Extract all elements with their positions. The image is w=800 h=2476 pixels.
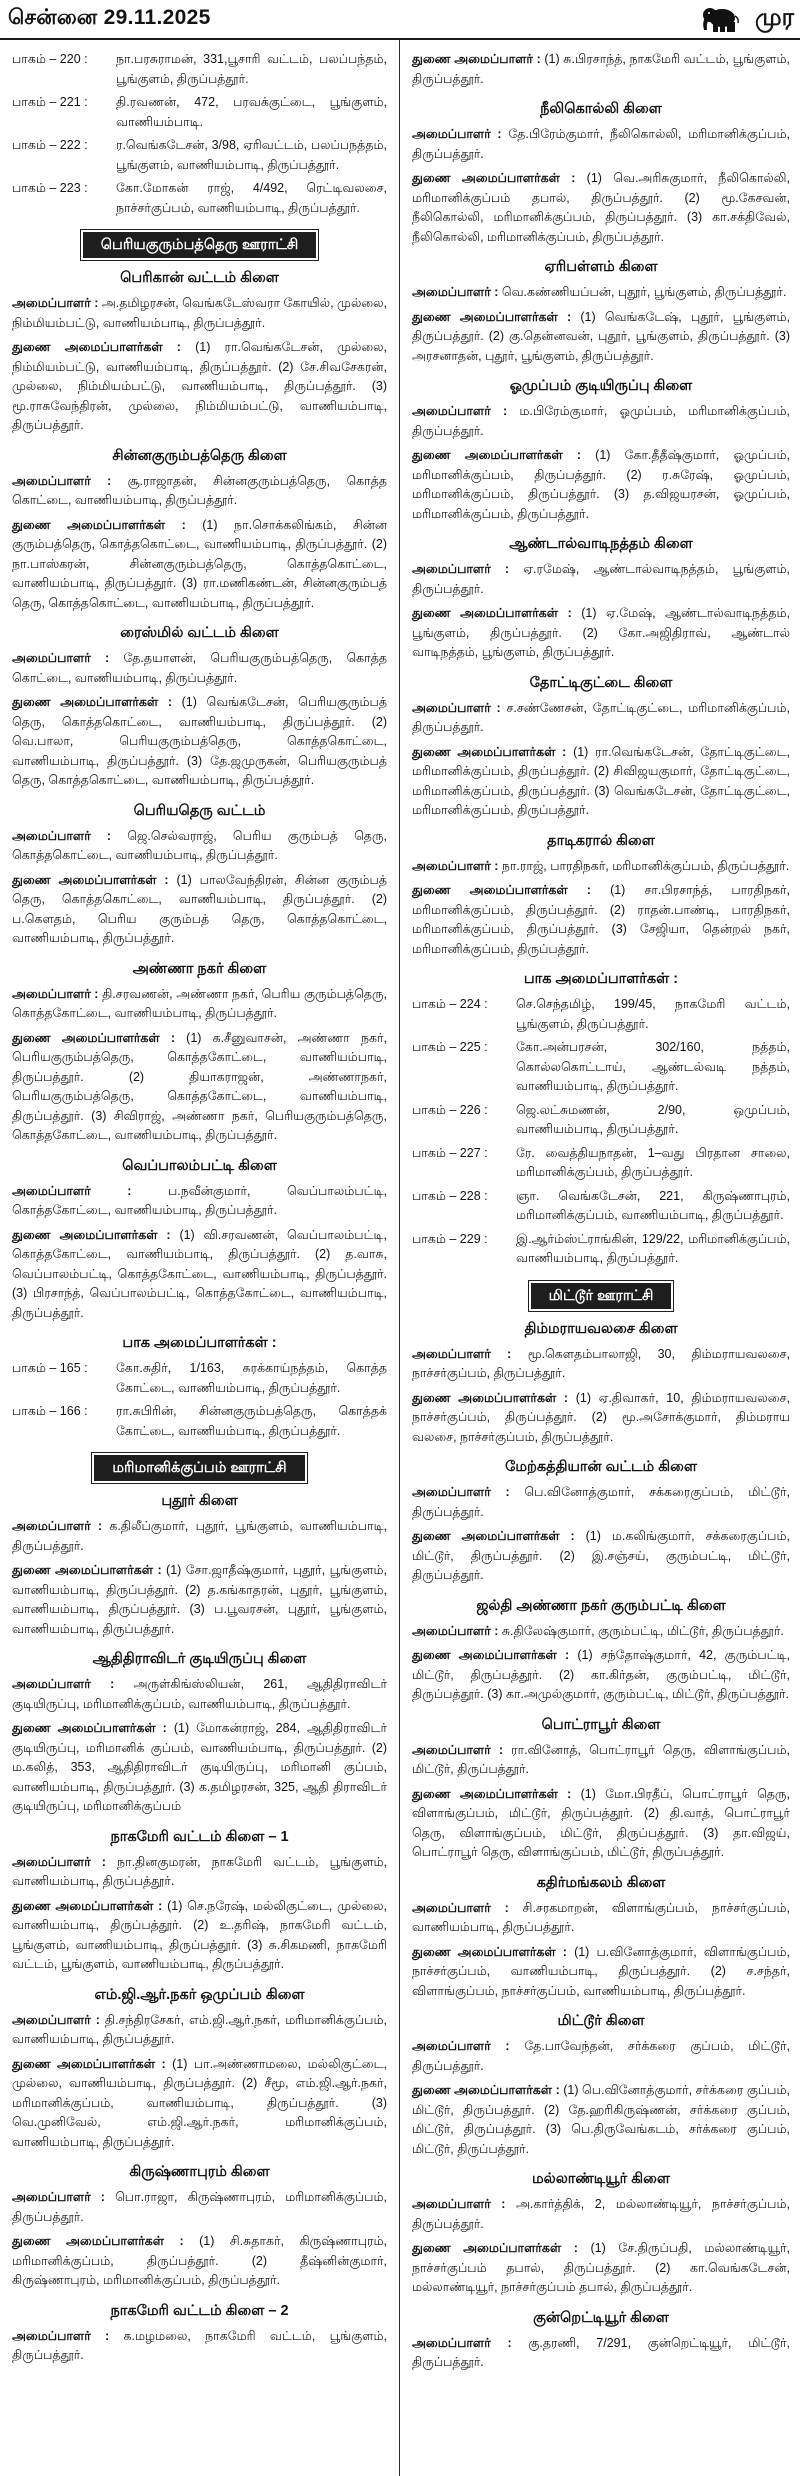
booth-organiser-entry (412, 1187, 790, 1226)
organiser-entry (12, 2232, 387, 2291)
page-header (0, 0, 800, 40)
branch-heading: மிட்டூர் கிளை (557, 2013, 645, 2029)
role-label: துணை அமைப்பாளர்கள் : (12, 1030, 176, 1045)
organiser-entry (412, 1943, 790, 2002)
branch-heading: வெப்பாலம்பட்டி கிளை (122, 1157, 277, 1174)
booth-organiser-entry (12, 136, 387, 175)
role-label: அமைப்பாளர் : (12, 1519, 103, 1533)
organiser-details: ஏ.ரமேஷ், ஆண்டால்வாடிநத்தம், பூங்குளம், திருப்பத்தூர். (412, 562, 790, 596)
booth-organiser-details: இ.ஆர்ம்ஸ்ட்ராங்கின், 129/22, மரிமானிக்குப்பம், வாணியம்பாடி, திருப்பத்தூர். (516, 1231, 790, 1265)
organiser-entry (412, 699, 790, 738)
organiser-entry (412, 604, 790, 663)
role-label: அமைப்பாளர் : (12, 296, 99, 310)
booth-organiser-entry (12, 1359, 387, 1398)
role-label: துணை அமைப்பாளர்கள் : (412, 2083, 560, 2097)
organiser-details: மூ.கௌதம்பாலாஜி, 30, திம்மராயவலசை, நாச்சர்குப்பம், திருப்பத்தூர். (412, 1346, 791, 1380)
role-label: அமைப்பாளர் : (12, 2190, 105, 2204)
role-label: துணை அமைப்பாளர்கள் : (412, 1786, 572, 1801)
organiser-details: (1) ரா.வெங்கடேசன், முல்லை, நிம்மியம்பட்டு, வாணியம்பாடி, திருப்பத்தூர். (2) சே.சிவசேகரன், முல்லை, நிம்மியம்பட்டு, வாணியம்பாடி, திருப்பத்தூர். (3) மூ.ராசுவேந்திரன், முல்லை, நிம்மியம்பட்டு, வாணியம்பாடி, திருப்பத்தூர். (12, 340, 387, 432)
masthead (701, 4, 794, 34)
organiser-entry (12, 1182, 387, 1221)
organiser-details: ப.நவீன்குமார், வெப்பாலம்பட்டி, கொத்தகோட்டை, வாணியம்பாடி, திருப்பத்தூர். (12, 1183, 387, 1217)
organiser-entry (412, 1389, 790, 1448)
role-label: அமைப்பாளர் : (12, 986, 99, 1001)
role-label: அமைப்பாளர் : (412, 1900, 509, 1915)
organiser-details: (1) மோ.பிரதீப், பொட்ராபூர் தெரு, விளாங்குப்பம், மிட்டூர், திருப்பத்தூர். (2) தி.வாத், பொட்ராபூர் தெரு, விளாங்குப்பம், மிட்டூர், திருப்பத்தூர். (3) தா.விஜய், பொட்ராபூர் தெரு, விளாங்குப்பம், மிட்டூர், திருப்பத்தூர். (412, 1786, 790, 1859)
role-label: அமைப்பாளர் : (412, 1742, 504, 1757)
organiser-entry (412, 446, 790, 524)
organiser-entry (12, 338, 387, 436)
organiser-details: (1) பா.அண்ணாமலை, மல்லிகுட்டை, முல்லை, வாணியம்பாடி, திருப்பத்தூர். (2) சீமூ, எம்.ஜி.ஆர்.நகர், மரிமானிக்குப்பம், வாணியம்பாடி, திருப்பத்தூர். (3) வெ.முனிவேல், எம்.ஜி.ஆர்.நகர், மரிமானிக்குப்பம், வாணியம்பாடி, திருப்பத்தூர். (12, 2056, 387, 2149)
organiser-details: (1) ஏ.மேஷ், ஆண்டால்வாடிநத்தம், பூங்குளம், திருப்பத்தூர். (2) கோ.அஜிதிராவ், ஆண்டால் வாடிநத்தம், பூங்குளம், திருப்பத்தூர். (412, 606, 790, 659)
role-label: அமைப்பாளர் : (412, 285, 499, 299)
organiser-entry (12, 2188, 387, 2227)
role-label: அமைப்பாளர் : (12, 2328, 110, 2343)
organiser-entry (12, 1029, 387, 1146)
booth-number-label: பாகம் – 228 : (412, 1188, 488, 1203)
organiser-details: (1) வெங்கடேசன், பெரியகுரும்பத் தெரு, கொத்தகொட்டை, வாணியம்பாடி, திருப்பத்தூர். (2) வெ.பாலா, பெரியகுரும்பத்தெரு, கொத்தகொட்டை, வாணியம்பாடி, திருப்பத்தூர். (3) தே.ஜமுருகன், பெரியகுரும்பத் தெரு, கொத்தகொட்டை, வாணியம்பாடி, திருப்பத்தூர். (12, 695, 387, 787)
branch-heading: ஓமுப்பம் குடியிருப்பு கிளை (509, 378, 693, 394)
organiser-details: ஜெ.செல்வராஜ், பெரிய குரும்பத் தெரு, கொத்தகொட்டை, வாணியம்பாடி, திருப்பத்தூர். (12, 828, 387, 862)
role-label: துணை அமைப்பாளர்கள் : (412, 2241, 578, 2255)
booth-number-label: பாகம் – 221 : (12, 95, 88, 109)
branch-heading: ஆதிதிராவிடர் குடியிருப்பு கிளை (92, 1651, 307, 1667)
organiser-details: (1) வெங்கடேஷ், புதூர், பூங்குளம், திருப்பத்தூர். (2) கு.தென்னவன், புதூர், பூங்குளம், திருப்பத்தூர். (3) அரசனாதன், புதூர், பூங்குளம், திருப்பத்தூர். (412, 309, 790, 363)
role-label: துணை அமைப்பாளர்கள் : (12, 2056, 166, 2071)
panchayat-heading: பெரியகுரும்பத்தெரு ஊராட்சி (83, 232, 317, 258)
organiser-entry (12, 2327, 387, 2366)
organiser-entry (12, 827, 387, 866)
role-label: துணை அமைப்பாளர்கள் : (412, 1390, 569, 1405)
booth-organiser-details: ரே. வைத்தியநாதன், 1–வது பிரதான சாலை, மரிமானிக்குப்பம், திருப்பத்தூர். (516, 1145, 790, 1179)
organiser-entry (412, 2239, 790, 2298)
organiser-entry (12, 1719, 387, 1817)
branch-heading: தோட்டிகுட்டை கிளை (529, 674, 673, 691)
booth-organiser-entry (12, 50, 387, 89)
booth-organiser-details: ர.வெங்கடேசன், 3/98, ஏரிவட்டம், பலப்பநத்தம், பூங்குளம், வாணியம்பாடி, திருப்பத்தூர். (116, 138, 387, 172)
organiser-entry (412, 125, 790, 164)
organiser-details: (1) மோகன்ராஜ், 284, ஆதிதிராவிடர் குடியிருப்பு, மரிமானிக் குப்பம், வாணியம்பாடி, திருப்பத்தூர். (2) ம.கலித், 353, ஆதிதிராவிடர் குடியிருப்பு, மரிமானி குப்பம், வாணியம்பாடி, திருப்பத்தூர். (3) க.தமிழரசன், 325, ஆதி திராவிடர் குடியிருப்பு, மரிமானிக்குப்பம் (12, 1721, 387, 1813)
role-label: அமைப்பாளர் : (412, 2335, 512, 2350)
role-label: அமைப்பாளர் : (412, 404, 508, 418)
organiser-entry (412, 560, 790, 599)
role-label: துணை அமைப்பாளர்கள் : (12, 695, 172, 709)
organiser-details: தே.தயாளன், பெரியகுரும்பத்தெரு, கொத்த கொட்டை, வாணியம்பாடி, திருப்பத்தூர். (12, 651, 387, 685)
organiser-details: சூ.ராஜாதன், சின்னகுரும்பத்தெரு, கொத்த கொட்டை, வாணியம்பாடி, திருப்பத்தூர். (12, 473, 387, 507)
organiser-entry (412, 881, 790, 959)
role-label: துணை அமைப்பாளர்கள் : (412, 1648, 570, 1662)
organiser-details: க.திலீப்குமார், புதூர், பூங்குளம், வாணியம்பாடி, திருப்பத்தூர். (12, 1519, 387, 1553)
role-label: அமைப்பாளர் : (412, 1623, 499, 1638)
branch-heading: பாக அமைப்பாளர்கள் : (523, 971, 679, 987)
organiser-details: தி.சந்திரசேகர், எம்.ஜி.ஆர்.நகர், மரிமானிக்குப்பம், வாணியம்பாடி, திருப்பத்தூர். (12, 2012, 387, 2046)
organiser-details: (1) சி.சுதாகர், கிருஷ்ணாபுரம், மரிமானிக்குப்பம், திருப்பத்தூர். (2) தீஷ்னின்குமார், கிருஷ்ணாபுரம், மரிமானிக்குப்பம், திருப்பத்தூர். (12, 2234, 387, 2287)
organiser-details: (1) பெ.வினோத்குமார், சர்க்கரை குப்பம், மிட்டூர், திருப்பத்தூர். (2) தே.ஹரிகிருஷ்ணன், சர்க்கரை குப்பம், மிட்டூர், திருப்பத்தூர். (3) பெ.திருவேங்கடம், சர்க்கரை குப்பம், மிட்டூர், திருப்பத்தூர். (412, 2083, 790, 2156)
organiser-entry (12, 1675, 387, 1714)
booth-organiser-details: கோ.அன்பரசன், 302/160, நத்தம், கொல்லகொட்டாய், ஆண்டல்வடி நத்தம், வாணியம்பாடி, திருப்பத்தூர். (516, 1040, 790, 1093)
booth-organiser-details: தி.ரவணன், 472, பரவக்குட்டை, பூங்குளம், வாணியம்பாடி. (116, 95, 387, 129)
branch-heading: ஆண்டால்வாடிநத்தம் கிளை (509, 536, 693, 552)
organiser-details: சி.சரகமாறன், விளாங்குப்பம், நாச்சர்குப்பம், வாணியம்பாடி, திருப்பத்தூர். (412, 1900, 790, 1934)
organiser-details: பெ.வினோத்குமார், சக்கரைகுப்பம், மிட்டூர், திருப்பத்தூர். (412, 1485, 790, 1519)
organiser-entry (12, 2011, 387, 2050)
branch-heading: நாகமேரி வட்டம் கிளை – 1 (110, 1828, 289, 1845)
left-column (0, 40, 400, 2476)
role-label: துணை அமைப்பாளர்கள் : (412, 606, 572, 620)
booth-organiser-entry (412, 1038, 790, 1097)
role-label: அமைப்பாளர் : (12, 2012, 100, 2027)
booth-organiser-details: கோ.மோகன் ராஜ், 4/492, ரெட்டிவலசை, நாச்சர்குப்பம், வாணியம்பாடி, திருப்பத்தூர். (116, 181, 387, 215)
organiser-details: அ.தமிழரசன், வெங்கடேஸ்வரா கோயில், முல்லை, நிம்மியம்பட்டு, வாணியம்பாடி, திருப்பத்தூர். (12, 296, 387, 330)
organiser-details: (1) செ.நரேஷ், மல்லிகுட்டை, முல்லை, வாணியம்பாடி, திருப்பத்தூர். (2) உ.தரிஷ், நாகமேரி வட்டம், பூங்குளம், வாணியம்பாடி, திருப்பத்தூர். (3) சு.சிகமணி, நாகமேரி வட்டம், பூங்குளம், வாணியம்பாடி, திருப்பத்தூர். (12, 1898, 388, 1971)
organiser-entry (412, 283, 790, 303)
booth-organiser-entry (12, 1402, 387, 1441)
organiser-details: (1) பாலவேந்திரன், சின்ன குரும்பத் தெரு, கொத்தகொட்டை, வாணியம்பாடி, திருப்பத்தூர். (2) ப.கௌதம், பெரிய குரும்பத் தெரு, கொத்தகொட்டை, வாணியம்பாடி, திருப்பத்தூர். (12, 872, 387, 945)
branch-heading: நாகமேரி வட்டம் கிளை – 2 (110, 2302, 289, 2319)
booth-number-label: பாகம் – 222 : (12, 138, 88, 152)
organiser-entry (12, 472, 387, 511)
role-label: துணை அமைப்பாளர்கள் : (412, 309, 572, 324)
organiser-details: அருள்கிங்ஸ்லியன், 261, ஆதிதிராவிடர் குடியிருப்பு, மரிமானிக்குப்பம், வாணியம்பாடி, திருப்பத்தூர். (12, 1677, 387, 1711)
organiser-entry (12, 1517, 387, 1556)
role-label: துணை அமைப்பாளர் : (412, 52, 541, 66)
booth-organiser-entry (412, 1101, 790, 1140)
organiser-entry (412, 1899, 790, 1938)
booth-organiser-entry (412, 1230, 790, 1269)
branch-heading: தாடிகரால் கிளை (547, 832, 655, 849)
organiser-entry (412, 1527, 790, 1586)
organiser-details: தே.பிரேம்குமார், நீலிகொல்லி, மரிமானிக்குப்பம், திருப்பத்தூர். (412, 127, 790, 161)
booth-number-label: பாகம் – 165 : (12, 1361, 88, 1375)
role-label: துணை அமைப்பாளர்கள் : (12, 517, 186, 532)
branch-heading: பெரிகான் வட்டம் கிளை (120, 270, 279, 286)
branch-heading: அண்ணா நகர் கிளை (132, 960, 267, 977)
role-label: அமைப்பாளர் : (12, 651, 110, 665)
booth-organiser-entry (412, 1144, 790, 1183)
role-label: அமைப்பாளர் : (412, 2039, 510, 2053)
organiser-entry (412, 402, 790, 441)
booth-number-label: பாகம் – 166 : (12, 1404, 88, 1418)
organiser-details: (1) ப.வினோத்குமார், விளாங்குப்பம், நாச்சர்குப்பம், வாணியம்பாடி, திருப்பத்தூர். (2) ச.சந்தர், விளாங்குப்பம், நாச்சர்குப்பம், வாணியம்பாடி, திருப்பத்தூர். (412, 1944, 790, 1998)
organiser-entry (12, 649, 387, 688)
organiser-entry (12, 516, 387, 614)
role-label: துணை அமைப்பாளர்கள் : (12, 1563, 162, 1577)
branch-heading: திம்மராயவலசை கிளை (524, 1320, 678, 1337)
booth-number-label: பாகம் – 229 : (412, 1231, 488, 1246)
right-column (400, 40, 800, 2476)
organiser-details: (1) சு.பிரசாந்த், நாகமேரி வட்டம், பூங்குளம், திருப்பத்தூர். (412, 52, 790, 86)
organiser-entry (412, 1785, 790, 1863)
role-label: அமைப்பாளர் : (12, 473, 112, 488)
organiser-entry (412, 308, 790, 367)
panchayat-heading: மிட்டூர் ஊராட்சி (531, 1283, 672, 1309)
booth-organiser-details: செ.செந்தமிழ், 199/45, நாகமேரி வட்டம், பூங்குளம், திருப்பத்தூர். (516, 997, 790, 1031)
branch-heading: கதிர்மங்கலம் கிளை (536, 1874, 666, 1891)
organiser-entry (12, 1561, 387, 1639)
branch-heading: மேற்கத்தியான் வட்டம் கிளை (505, 1459, 697, 1475)
organiser-entry (12, 2055, 387, 2153)
role-label: அமைப்பாளர் : (412, 1485, 510, 1499)
role-label: அமைப்பாளர் : (412, 700, 501, 715)
organiser-entry (412, 2081, 790, 2159)
city-date-line: சென்னை 29.11.2025 (8, 6, 211, 29)
branch-heading: குன்றெட்டியூர் கிளை (533, 2309, 669, 2326)
organiser-details: ச.சண்ணேசன், தோட்டிகுட்டை, மரிமானிக்குப்பம், திருப்பத்தூர். (412, 700, 790, 734)
organiser-details: (1) சந்தோஷ்குமார், 42, குரும்பட்டி, மிட்டூர், திருப்பத்தூர். (2) கா.கிர்தன், குரும்பட்டி, மிட்டூர், திருப்பத்தூர். (3) கா.அமுல்குமார், குரும்பட்டி, மிட்டூர், திருப்பத்தூர். (412, 1648, 791, 1701)
role-label: துணை அமைப்பாளர்கள் : (412, 1529, 575, 1543)
role-label: அமைப்பாளர் : (412, 127, 502, 141)
branch-heading: மல்லாண்டியூர் கிளை (532, 2171, 670, 2187)
branch-heading: ஜல்தி அண்ணா நகர் குரும்பட்டி கிளை (476, 1597, 726, 1614)
role-label: துணை அமைப்பாளர்கள் : (412, 171, 576, 185)
organiser-details: (1) சே.திருப்பதி, மல்லாண்டியூர், நாச்சர்குப்பம் தபால், திருப்பத்தூர். (2) கா.வெங்கடேசன், மல்லாண்டியூர், நாச்சர்குப்பம் தபால், திருப்பத்தூர். (412, 2241, 790, 2294)
masthead-title: முர (754, 4, 794, 31)
booth-organiser-entry (12, 93, 387, 132)
role-label: அமைப்பாளர் : (412, 562, 510, 576)
role-label: அமைப்பாளர் : (412, 2197, 506, 2211)
branch-heading: பொட்ராபூர் கிளை (541, 1716, 661, 1733)
organiser-entry (412, 50, 790, 89)
role-label: அமைப்பாளர் : (412, 858, 499, 873)
organiser-entry (412, 2037, 790, 2076)
organiser-entry (412, 743, 790, 821)
role-label: துணை அமைப்பாளர்கள் : (412, 448, 582, 462)
organiser-details: நா.ராஜ், பாரதிநகர், மரிமானிக்குப்பம், திருப்பத்தூர். (501, 858, 790, 873)
organiser-details: சு.திலேஷ்குமார், குரும்பட்டி, மிட்டூர், திருப்பத்தூர். (501, 1623, 784, 1638)
organiser-entry (412, 1622, 790, 1642)
article-columns (0, 40, 800, 2476)
role-label: துணை அமைப்பாளர்கள் : (12, 340, 181, 354)
branch-heading: சின்னகுரும்பத்தெரு கிளை (112, 447, 287, 464)
booth-organiser-details: ஞா. வெங்கடேசன், 221, கிருஷ்ணாபுரம், மரிமானிக்குப்பம், வாணியம்பாடி, திருப்பத்தூர். (516, 1188, 790, 1222)
booth-organiser-entry (412, 995, 790, 1034)
organiser-details: ரா.வினோத், பொட்ராபூர் தெரு, விளாங்குப்பம், மிட்டூர், திருப்பத்தூர். (412, 1742, 790, 1776)
organiser-details: கு.தரணி, 7/291, குன்றெட்டியூர், மிட்டூர், திருப்பத்தூர். (412, 2335, 790, 2369)
branch-heading: ஏரிபள்ளம் கிளை (544, 259, 658, 275)
role-label: துணை அமைப்பாளர்கள் : (412, 744, 567, 759)
branch-heading: ரைஸ்மில் வட்டம் கிளை (120, 625, 279, 641)
organiser-details: அ.கார்த்திக், 2, மல்லாண்டியூர், நாச்சர்குப்பம், திருப்பத்தூர். (412, 2197, 790, 2231)
booth-number-label: பாகம் – 223 : (12, 181, 88, 195)
organiser-entry (412, 1345, 790, 1384)
organiser-details: (1) ஏ.திவாகர், 10, திம்மராயவலசை, நாச்சர்குப்பம், திருப்பத்தூர். (2) மூ.அசோக்குமார், திம்மராய வலசை, நாச்சர்குப்பம், திருப்பத்தூர். (412, 1390, 790, 1444)
organiser-entry (412, 857, 790, 877)
organiser-details: பொ.ராஜா, கிருஷ்ணாபுரம், மரிமானிக்குப்பம், திருப்பத்தூர். (12, 2190, 387, 2224)
organiser-details: க.மழமலை, நாகமேரி வட்டம், பூங்குளம், திருப்பத்தூர். (12, 2328, 387, 2362)
branch-heading: பாக அமைப்பாளர்கள் : (122, 1335, 277, 1351)
organiser-details: (1) நா.சொக்கலிங்கம், சின்ன குரும்பத்தெரு, கொத்தகொட்டை, வாணியம்பாடி, திருப்பத்தூர். (2) நா.பாஸ்கரன், சின்னகுரும்பத்தெரு, கொத்தகொட்டை, வாணியம்பாடி, திருப்பத்தூர். (3) ரா.மணிகண்டன், சின்னகுரும்பத் தெரு, கொத்தகொட்டை, வாணியம்பாடி, திருப்பத்தூர். (12, 517, 387, 610)
role-label: துணை அமைப்பாளர்கள் : (12, 1721, 167, 1735)
booth-organiser-details: ரா.சுபிரின், சின்னகுரும்பத்தெரு, கொத்தக் கோட்டை, வாணியம்பாடி, திருப்பத்தூர். (116, 1404, 387, 1438)
branch-heading: எம்.ஜி.ஆர்.நகர் ஒமுப்பம் கிளை (94, 1986, 305, 2003)
branch-heading: புதூர் கிளை (161, 1493, 238, 1509)
elephant-logo-icon (701, 5, 741, 33)
organiser-entry (412, 169, 790, 247)
branch-heading: பெரியதெரு வட்டம் (133, 802, 266, 819)
role-label: துணை அமைப்பாளர்கள் : (12, 1898, 163, 1913)
organiser-details: வெ.கண்ணியப்பன், புதூர், பூங்குளம், திருப்பத்தூர். (501, 285, 787, 299)
role-label: அமைப்பாளர் : (12, 828, 112, 843)
branch-heading: கிருஷ்ணாபுரம் கிளை (129, 2164, 270, 2180)
role-label: துணை அமைப்பாளர்கள் : (12, 2234, 184, 2248)
booth-number-label: பாகம் – 220 : (12, 52, 88, 66)
organiser-details: (1) வி.சரவணன், வெப்பாலம்பட்டி, கொத்தகோட்டை, வாணியம்பாடி, திருப்பத்தூர். (2) த.வாசு, வெப்பாலம்பட்டி, கொத்தகோட்டை, வாணியம்பாடி, திருப்பத்தூர். (3) பிரசாந்த், வெப்பாலம்பட்டி, கொத்தகோட்டை, வாணியம்பாடி, திருப்பத்தூர். (12, 1227, 387, 1320)
booth-number-label: பாகம் – 226 : (412, 1102, 488, 1117)
organiser-entry (12, 985, 387, 1024)
organiser-entry (412, 1483, 790, 1522)
branch-heading: நீலிகொல்லி கிளை (540, 101, 662, 117)
booth-number-label: பாகம் – 224 : (412, 997, 488, 1011)
organiser-details: தி.சரவணன், அண்ணா நகர், பெரிய குரும்பத்தெரு, கொத்தகோட்டை, வாணியம்பாடி, திருப்பத்தூர். (12, 986, 387, 1020)
role-label: துணை அமைப்பாளர்கள் : (412, 1944, 567, 1959)
organiser-entry (12, 294, 387, 333)
organiser-details: ம.பிரேம்குமார், ஓமுப்பம், மரிமானிக்குப்பம், திருப்பத்தூர். (412, 404, 790, 438)
organiser-entry (12, 1897, 387, 1975)
organiser-details: (1) வெ.அரிசுகுமார், நீலிகொல்லி, மரிமானிக்குப்பம் தபால், திருப்பத்தூர். (2) மூ.கேசவன், நீலிகொல்லி, மரிமானிக்குப்பம், திருப்பத்தூர். (3) கா.சக்திவேல், நீலிகொல்லி, மரிமானிக்குப்பம், திருப்பத்தூர். (412, 171, 790, 244)
booth-organiser-details: நா.பரசுராமன், 331,பூசாரி வட்டம், பலப்பந்தம், பூங்குளம், திருப்பத்தூர். (116, 52, 387, 86)
panchayat-heading: மரிமானிக்குப்பம் ஊராட்சி (94, 1455, 304, 1481)
role-label: அமைப்பாளர் : (12, 1183, 132, 1198)
organiser-entry (412, 2195, 790, 2234)
booth-number-label: பாகம் – 227 : (412, 1145, 488, 1160)
organiser-details: (1) ம.கலிங்குமார், சக்கரைகுப்பம், மிட்டூர், திருப்பத்தூர். (2) இ.சஞ்சய், குரும்பட்டி, மிட்டூர், திருப்பத்தூர். (412, 1529, 790, 1582)
organiser-details: (1) க.சீனுவாசன், அண்ணா நகர், பெரியகுரும்பத்தெரு, கொத்தகோட்டை, வாணியம்பாடி, திருப்பத்தூர். (2) தியாகராஜன், அண்ணாநகர், பெரியகுரும்பத்தெரு, கொத்தகோட்டை, வாணியம்பாடி, திருப்பத்தூர். (3) சிவிராஜ், அண்ணா நகர், பெரியகுரும்பத்தெரு, கொத்தகோட்டை, வாணியம்பாடி, திருப்பத்தூர். (12, 1030, 387, 1142)
organiser-entry (12, 871, 387, 949)
organiser-details: (1) கோ.தீதீஷ்குமார், ஓமுப்பம், மரிமானிக்குப்பம், திருப்பத்தூர். (2) ர.சுரேஷ், ஓமுப்பம், மரிமானிக்குப்பம், திருப்பத்தூர். (3) த.விஜயரசன், ஓமுப்பம், மரிமானிக்குப்பம், திருப்பத்தூர். (412, 448, 790, 521)
organiser-entry (12, 1226, 387, 1324)
organiser-entry (412, 1646, 790, 1705)
organiser-details: தே.பாவேந்தன், சர்க்கரை குப்பம், மிட்டூர், திருப்பத்தூர். (412, 2039, 790, 2073)
booth-organiser-details: கோ.சுதிர், 1/163, சுரக்காய்நத்தம், கொத்த கோட்டை, வாணியம்பாடி, திருப்பத்தூர். (116, 1361, 387, 1395)
role-label: துணை அமைப்பாளர்கள் : (12, 872, 169, 887)
role-label: துணை அமைப்பாளர்கள் : (412, 883, 591, 897)
booth-organiser-details: ஜெ.லட்சுமணன், 2/90, ஒமுப்பம், வாணியம்பாடி, திருப்பத்தூர். (516, 1102, 790, 1136)
role-label: துணை அமைப்பாளர்கள் : (12, 1227, 171, 1242)
organiser-details: நா.தினகுமரன், நாகமேரி வட்டம், பூங்குளம், வாணியம்பாடி, திருப்பத்தூர். (12, 1854, 387, 1888)
organiser-details: (1) சோ.ஜாதீஷ்குமார், புதூர், பூங்குளம், வாணியம்பாடி, திருப்பத்தூர். (2) த.கங்காதரன், புதூர், பூங்குளம், வாணியம்பாடி, திருப்பத்தூர். (3) ப.பூவரசன், புதூர், பூங்குளம், வாணியம்பாடி, திருப்பத்தூர். (12, 1563, 387, 1636)
organiser-details: (1) சா.பிரசாந்த், பாரதிநகர், மரிமானிக்குப்பம், திருப்பத்தூர். (2) ராதன்.பாண்டி, பாரதிநகர், மரிமானிக்குப்பம், திருப்பத்தூர். (3) சேஜியா, தென்றல் நகர், மரிமானிக்குப்பம், திருப்பத்தூர். (412, 883, 790, 956)
organiser-details: (1) ரா.வெங்கடேசன், தோட்டிகுட்டை, மரிமானிக்குப்பம், திருப்பத்தூர். (2) சிவிஜயகுமார், தோட்டிகுட்டை, மரிமானிக்குப்பம், திருப்பத்தூர். (3) வெங்கடேசன், தோட்டிகுட்டை, மரிமானிக்குப்பம், திருப்பத்தூர். (412, 744, 790, 817)
role-label: அமைப்பாளர் : (12, 1854, 106, 1869)
booth-organiser-entry (12, 179, 387, 218)
role-label: அமைப்பாளர் : (12, 1677, 115, 1691)
booth-number-label: பாகம் – 225 : (412, 1040, 488, 1054)
organiser-entry (12, 693, 387, 791)
organiser-entry (412, 1741, 790, 1780)
role-label: அமைப்பாளர் : (412, 1346, 512, 1361)
organiser-entry (12, 1853, 387, 1892)
organiser-entry (412, 2334, 790, 2373)
